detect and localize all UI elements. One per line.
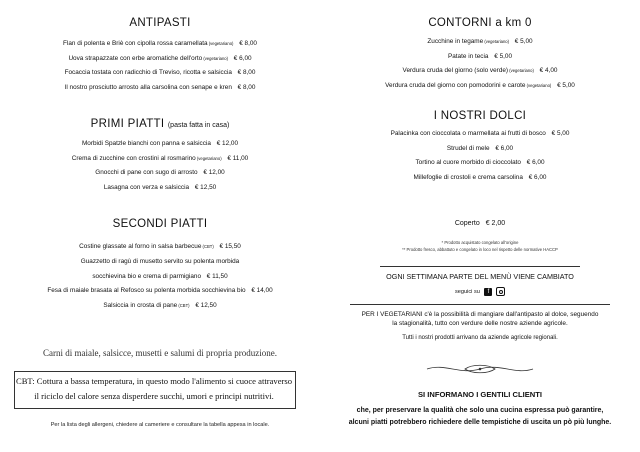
- divider-bottom: [350, 304, 610, 305]
- divider-top: [380, 266, 580, 267]
- item-name: Verdura cruda del giorno (solo verde): [402, 67, 509, 74]
- item-price: € 5,00: [492, 52, 513, 60]
- primi-heading: [0, 118, 320, 130]
- item-name: Palacinka con cioccolata o marmellata ai frutti di bosco: [390, 130, 546, 137]
- secondi-heading: SECONDI PIATTI: [112, 218, 208, 230]
- item-price: € 15,50: [217, 243, 241, 250]
- item-name: Fesa di maiale brasata al Refosco su polenta morbida socchievina bio: [47, 287, 246, 295]
- coperto-label: Coperto: [454, 220, 480, 227]
- cbt-line-1: CBT: Cottura a bassa temperatura, in questo modo l'alimento si cuoce attraverso: [15, 376, 293, 386]
- secondi-item: [0, 258, 320, 266]
- right-column: [320, 0, 640, 452]
- item-tag: (CBT): [177, 303, 190, 309]
- item-name: Zucchine in tegame: [427, 38, 484, 45]
- secondi-item: [0, 273, 320, 281]
- item-name: Il nostro prosciutto arrosto alla carsolina con senape e kren: [64, 83, 232, 91]
- production-note: Carni di maiale, salsicce, musetti e salumi di propria produzione.: [43, 348, 277, 358]
- allergen-note: Per la lista degli allergeni, chiedere al cameriere e consultare la tabella appesa in locale.: [50, 422, 270, 428]
- follow-text: seguici su: [455, 288, 480, 295]
- item-name: Tortino al cuore morbido di cioccolato: [415, 159, 521, 166]
- antipasti-item: [0, 55, 320, 63]
- item-price: € 5,00: [549, 130, 570, 137]
- item-name: Guazzetto di ragù di musetto servito su polenta morbida: [80, 257, 240, 265]
- item-tag: (vegetariano): [508, 68, 534, 73]
- item-name: Costine glassate al forno in salsa barbecue: [79, 243, 202, 250]
- primi-subtitle: (pasta fatta in casa): [167, 122, 230, 129]
- primi-item: [0, 184, 320, 192]
- item-tag: (CBT): [201, 244, 214, 249]
- primi-item: [0, 140, 320, 148]
- secondi-item: [0, 243, 320, 251]
- veg-line-3: Tutti i nostri prodotti arrivano da aziende agricole regionali.: [402, 335, 558, 341]
- item-name: Patate in tecia: [447, 52, 489, 60]
- dolci-heading: I NOSTRI DOLCI: [433, 110, 527, 122]
- item-price: € 5,00: [555, 81, 575, 89]
- item-price: € 12,00: [214, 140, 239, 147]
- coperto-row: [320, 220, 640, 228]
- antipasti-item: [0, 69, 320, 77]
- cbt-line-2: il riciclo del calore senza disperdere succhi, umori e principi nutritivi.: [34, 391, 274, 401]
- item-price: € 6,00: [232, 54, 252, 62]
- item-price: € 8,00: [237, 40, 257, 47]
- item-price: € 4,00: [537, 67, 558, 74]
- item-name: Focaccia tostata con radicchio di Treviso, ricotta e salsiccia: [64, 69, 232, 76]
- facebook-icon[interactable]: f: [484, 288, 492, 296]
- item-price: € 6,00: [526, 173, 547, 181]
- item-name: Strudel di mele: [446, 144, 490, 152]
- frozen-note-2: ** Prodotto fresco, abbattuto e congelato in loco nel rispetto delle normative HACCP: [402, 247, 558, 252]
- item-price: € 11,00: [225, 154, 249, 162]
- ornament-divider: [425, 361, 535, 377]
- coperto-price: € 2,00: [485, 220, 506, 227]
- veg-line-2: la stagionalità, tutto con verdure delle nostre aziende agricole.: [392, 320, 568, 327]
- item-name: Verdura cruda del giorno con pomodorini e carote: [385, 81, 526, 89]
- antipasti-item: [0, 40, 320, 48]
- primi-item: [0, 169, 320, 177]
- item-price: € 12,00: [201, 169, 225, 176]
- item-price: € 14,00: [249, 287, 273, 295]
- contorni-heading: CONTORNI a km 0: [428, 17, 532, 29]
- antipasti-heading: ANTIPASTI: [129, 17, 191, 29]
- item-tag: (vegetariano): [525, 82, 552, 88]
- item-tag: (vegetariano): [483, 39, 510, 44]
- item-tag: (vegetariano): [202, 55, 229, 61]
- antipasti-item: [0, 84, 320, 92]
- primi-title: PRIMI PIATTI: [90, 118, 165, 130]
- item-price: € 11,50: [205, 272, 228, 280]
- item-name: Flan di polenta e Briè con cipolla rossa caramellata: [63, 40, 208, 47]
- secondi-item: [0, 302, 320, 310]
- follow-row: [320, 287, 640, 296]
- item-price: € 6,00: [493, 144, 514, 152]
- informiamo-line-2: alcuni piatti potrebbero richiedere delle tempistiche di uscita un pò più lunghe.: [348, 419, 612, 426]
- weekly-title: OGNI SETTIMANA PARTE DEL MENÙ VIENE CAMBIATO: [386, 272, 574, 281]
- item-name: Millefoglie di crostoli e crema carsolina: [413, 173, 523, 181]
- item-price: € 8,00: [235, 83, 256, 91]
- item-name: Lasagna con verza e salsiccia: [103, 183, 190, 191]
- cbt-note: [14, 374, 294, 404]
- item-tag: (vegetariano): [207, 41, 234, 46]
- item-name: Uova strapazzate con erbe aromatiche dell'orto: [68, 54, 203, 62]
- item-tag: (vegetariano): [195, 155, 222, 161]
- item-name: Morbidi Spatzle bianchi con panna e salsiccia: [81, 140, 211, 147]
- item-name: Gnocchi di pane con sugo di arrosto: [95, 169, 198, 176]
- item-price: € 5,00: [513, 38, 533, 45]
- secondi-item: [0, 287, 320, 295]
- informiamo-line-1: che, per preservare la qualità che solo una cucina espressa può garantire,: [356, 407, 604, 414]
- frozen-note-1: * Prodotto acquistato congelato all'origine: [441, 240, 519, 245]
- item-name: socchievina bio e crema di parmigiano: [92, 272, 202, 280]
- instagram-icon[interactable]: [496, 287, 505, 296]
- item-price: € 8,00: [235, 69, 256, 76]
- item-name: Crema di zucchine con crostini al rosmarino: [71, 154, 196, 162]
- item-price: € 12,50: [193, 302, 217, 310]
- item-price: € 6,00: [524, 159, 545, 166]
- informiamo-title: SI INFORMANO I GENTILI CLIENTI: [417, 390, 543, 399]
- item-price: € 12,50: [193, 183, 217, 191]
- primi-item: [0, 155, 320, 163]
- veg-line-1: PER I VEGETARIANI c'è la possibilità di mangiare dall'antipasto al dolce, seguendo: [361, 311, 599, 318]
- item-name: Salsiccia in crosta di pane: [103, 302, 178, 310]
